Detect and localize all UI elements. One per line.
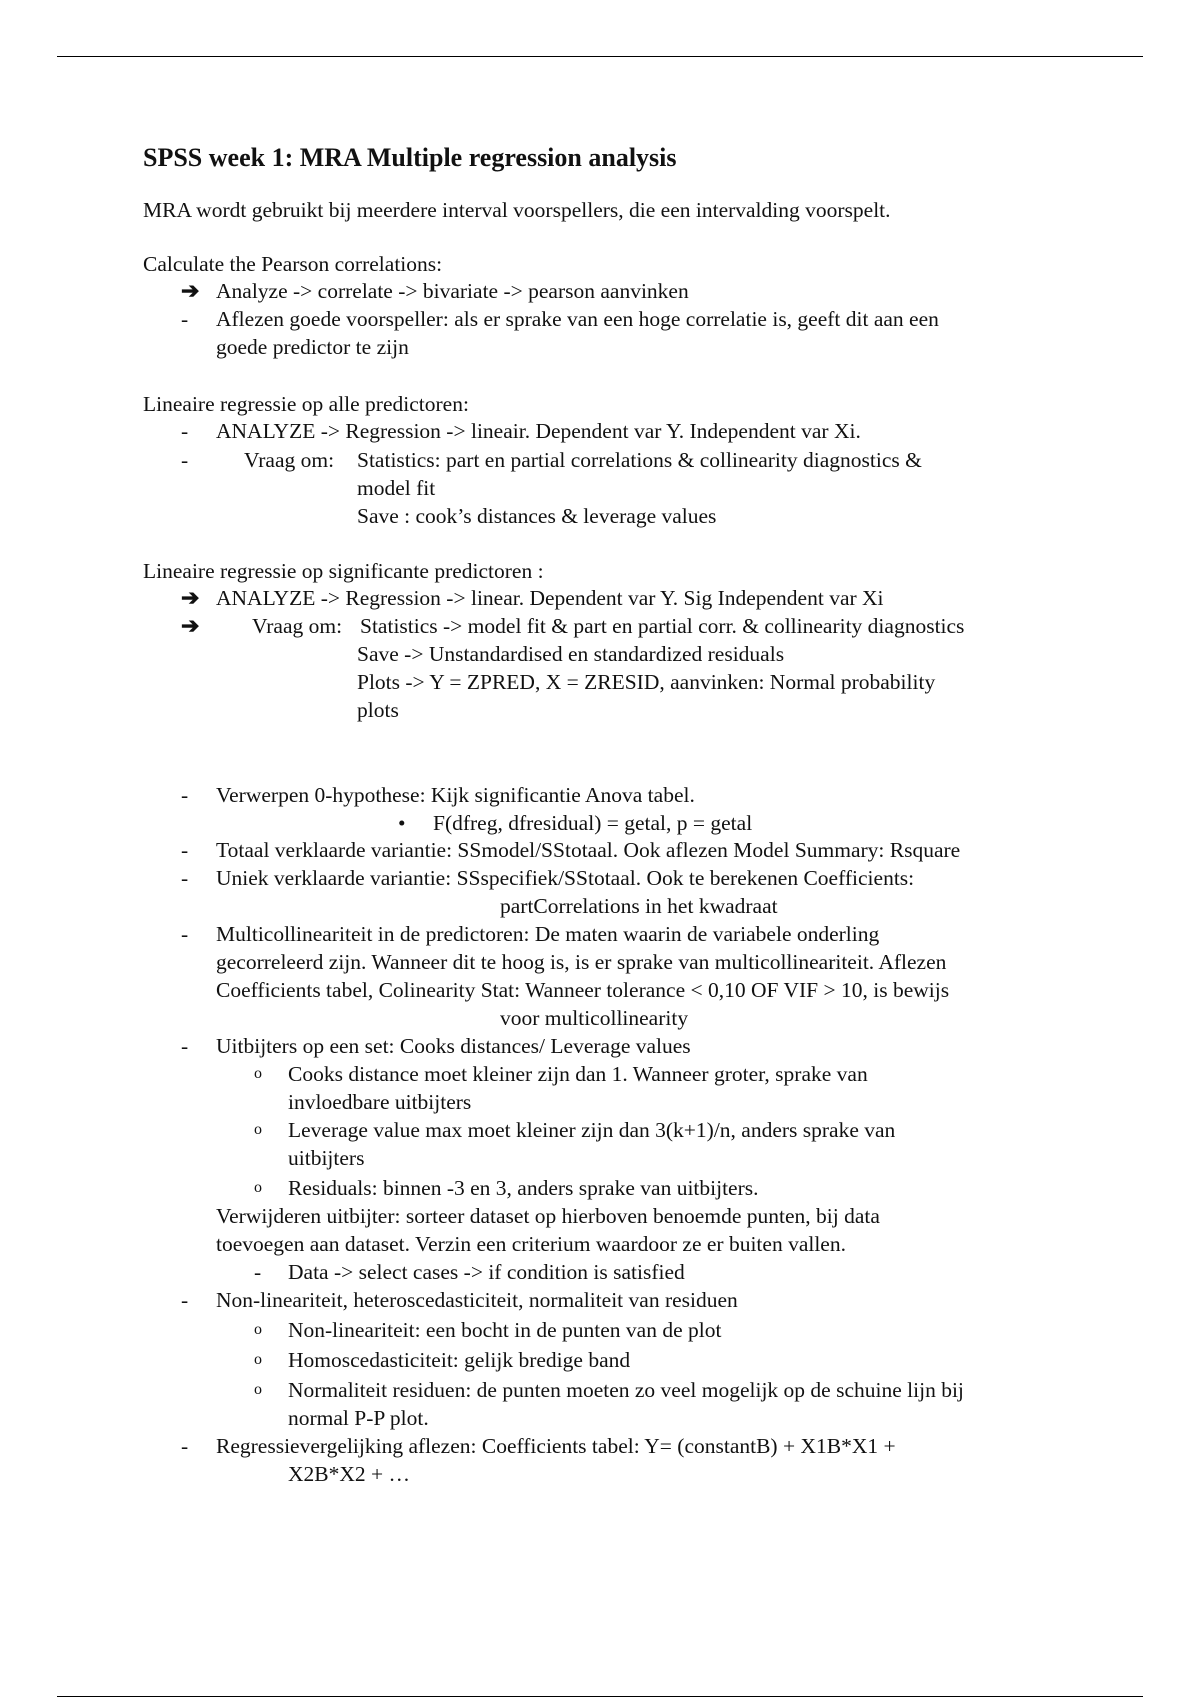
arrow-icon: ➔	[181, 585, 200, 610]
lr-all-ask-line1: Statistics: part en partial correlations & collinearity diagnostics &	[357, 448, 922, 472]
lr-sig-plots-line1: Plots -> Y = ZPRED, X = ZRESID, aanvinken: Normal probability	[357, 670, 936, 694]
circle-bullet-marker: o	[254, 1179, 262, 1196]
outliers-text: Uitbijters op een set: Cooks distances/ Leverage values	[216, 1034, 691, 1058]
lr-sig-plots-line2: plots	[357, 698, 399, 722]
multicollinearity-line2: gecorreleerd zijn. Wanneer dit te hoog is, is er sprake van multicollineariteit. Aflezen	[216, 950, 947, 974]
circle-bullet-marker: o	[254, 1351, 262, 1368]
cooks-line1: Cooks distance moet kleiner zijn dan 1. Wanneer groter, sprake van	[288, 1062, 868, 1086]
lr-sig-step: ANALYZE -> Regression -> linear. Dependent var Y. Sig Independent var Xi	[216, 586, 884, 610]
pearson-note-line2: goede predictor te zijn	[216, 335, 409, 359]
dash-marker: -	[181, 1288, 189, 1312]
leverage-line1: Leverage value max moet kleiner zijn dan 3(k+1)/n, anders sprake van	[288, 1118, 896, 1142]
pearson-note-line1: Aflezen goede voorspeller: als er sprake van een hoge correlatie is, geeft dit aan een	[216, 307, 939, 331]
anova-formula: F(dfreg, dfresidual) = getal, p = getal	[433, 811, 753, 835]
lr-all-ask-label: Vraag om:	[244, 448, 335, 472]
unique-variance-line2: partCorrelations in het kwadraat	[500, 894, 778, 918]
lr-sig-save: Save -> Unstandardised en standardized residuals	[357, 642, 785, 666]
lr-all-heading: Lineaire regressie op alle predictoren:	[143, 392, 469, 416]
pearson-step: Analyze -> correlate -> bivariate -> pearson aanvinken	[216, 279, 689, 303]
dash-marker: -	[181, 1434, 189, 1458]
arrow-icon: ➔	[181, 613, 200, 638]
regression-equation-line1: Regressievergelijking aflezen: Coefficients tabel: Y= (constantB) + X1B*X1 +	[216, 1434, 896, 1458]
bullet-marker: •	[398, 811, 406, 835]
circle-bullet-marker: o	[254, 1065, 262, 1082]
intro-text: MRA wordt gebruikt bij meerdere interval voorspellers, die een intervalding voorspelt.	[143, 198, 891, 222]
assumptions-text: Non-lineariteit, heteroscedasticiteit, normaliteit van residuen	[216, 1288, 738, 1312]
lr-all-ask-line2: model fit	[357, 476, 436, 500]
normality-line2: normal P-P plot.	[288, 1406, 429, 1430]
lr-sig-heading: Lineaire regressie op significante predictoren :	[143, 559, 544, 583]
lr-all-step: ANALYZE -> Regression -> lineair. Dependent var Y. Independent var Xi.	[216, 419, 861, 443]
cooks-line2: invloedbare uitbijters	[288, 1090, 472, 1114]
lr-sig-ask-label: Vraag om:	[252, 614, 343, 638]
dash-marker: -	[181, 307, 189, 331]
dash-marker: -	[181, 448, 189, 472]
multicollinearity-line3: Coefficients tabel, Colinearity Stat: Wanneer tolerance < 0,10 OF VIF > 10, is bewijs	[216, 978, 950, 1002]
remove-outlier-line1: Verwijderen uitbijter: sorteer dataset op hierboven benoemde punten, bij data	[216, 1204, 880, 1228]
multicollinearity-line4: voor multicollinearity	[500, 1006, 689, 1030]
dash-marker: -	[181, 419, 189, 443]
page-title: SPSS week 1: MRA Multiple regression analysis	[143, 143, 677, 172]
multicollinearity-line1: Multicollineariteit in de predictoren: De maten waarin de variabele onderling	[216, 922, 880, 946]
dash-marker: -	[181, 1034, 189, 1058]
circle-bullet-marker: o	[254, 1381, 262, 1398]
nonlinearity-text: Non-lineariteit: een bocht in de punten van de plot	[288, 1318, 722, 1342]
pearson-heading: Calculate the Pearson correlations:	[143, 252, 443, 276]
remove-outlier-line2: toevoegen aan dataset. Verzin een criterium waardoor ze er buiten vallen.	[216, 1232, 846, 1256]
header-rule	[57, 56, 1143, 57]
regression-equation-line2: X2B*X2 + …	[288, 1462, 411, 1486]
dash-marker: -	[181, 922, 189, 946]
homoscedasticity-text: Homoscedasticiteit: gelijk bredige band	[288, 1348, 631, 1372]
lr-all-save: Save : cook’s distances & leverage values	[357, 504, 717, 528]
dash-marker: -	[181, 783, 189, 807]
total-variance-text: Totaal verklaarde variantie: SSmodel/SStotaal. Ook aflezen Model Summary: Rsquare	[216, 838, 961, 862]
anova-text: Verwerpen 0-hypothese: Kijk significantie Anova tabel.	[216, 783, 695, 807]
residuals-text: Residuals: binnen -3 en 3, anders sprake van uitbijters.	[288, 1176, 759, 1200]
circle-bullet-marker: o	[254, 1321, 262, 1338]
lr-sig-statistics: Statistics -> model fit & part en partial corr. & collinearity diagnostics	[360, 614, 965, 638]
normality-line1: Normaliteit residuen: de punten moeten zo veel mogelijk op de schuine lijn bij	[288, 1378, 964, 1402]
arrow-icon: ➔	[181, 278, 200, 303]
dash-marker: -	[181, 866, 189, 890]
dash-marker: -	[254, 1260, 262, 1284]
unique-variance-line1: Uniek verklaarde variantie: SSspecifiek/SStotaal. Ook te berekenen Coefficients:	[216, 866, 915, 890]
circle-bullet-marker: o	[254, 1121, 262, 1138]
dash-marker: -	[181, 838, 189, 862]
footer-rule	[57, 1696, 1143, 1697]
leverage-line2: uitbijters	[288, 1146, 365, 1170]
select-cases-text: Data -> select cases -> if condition is satisfied	[288, 1260, 685, 1284]
